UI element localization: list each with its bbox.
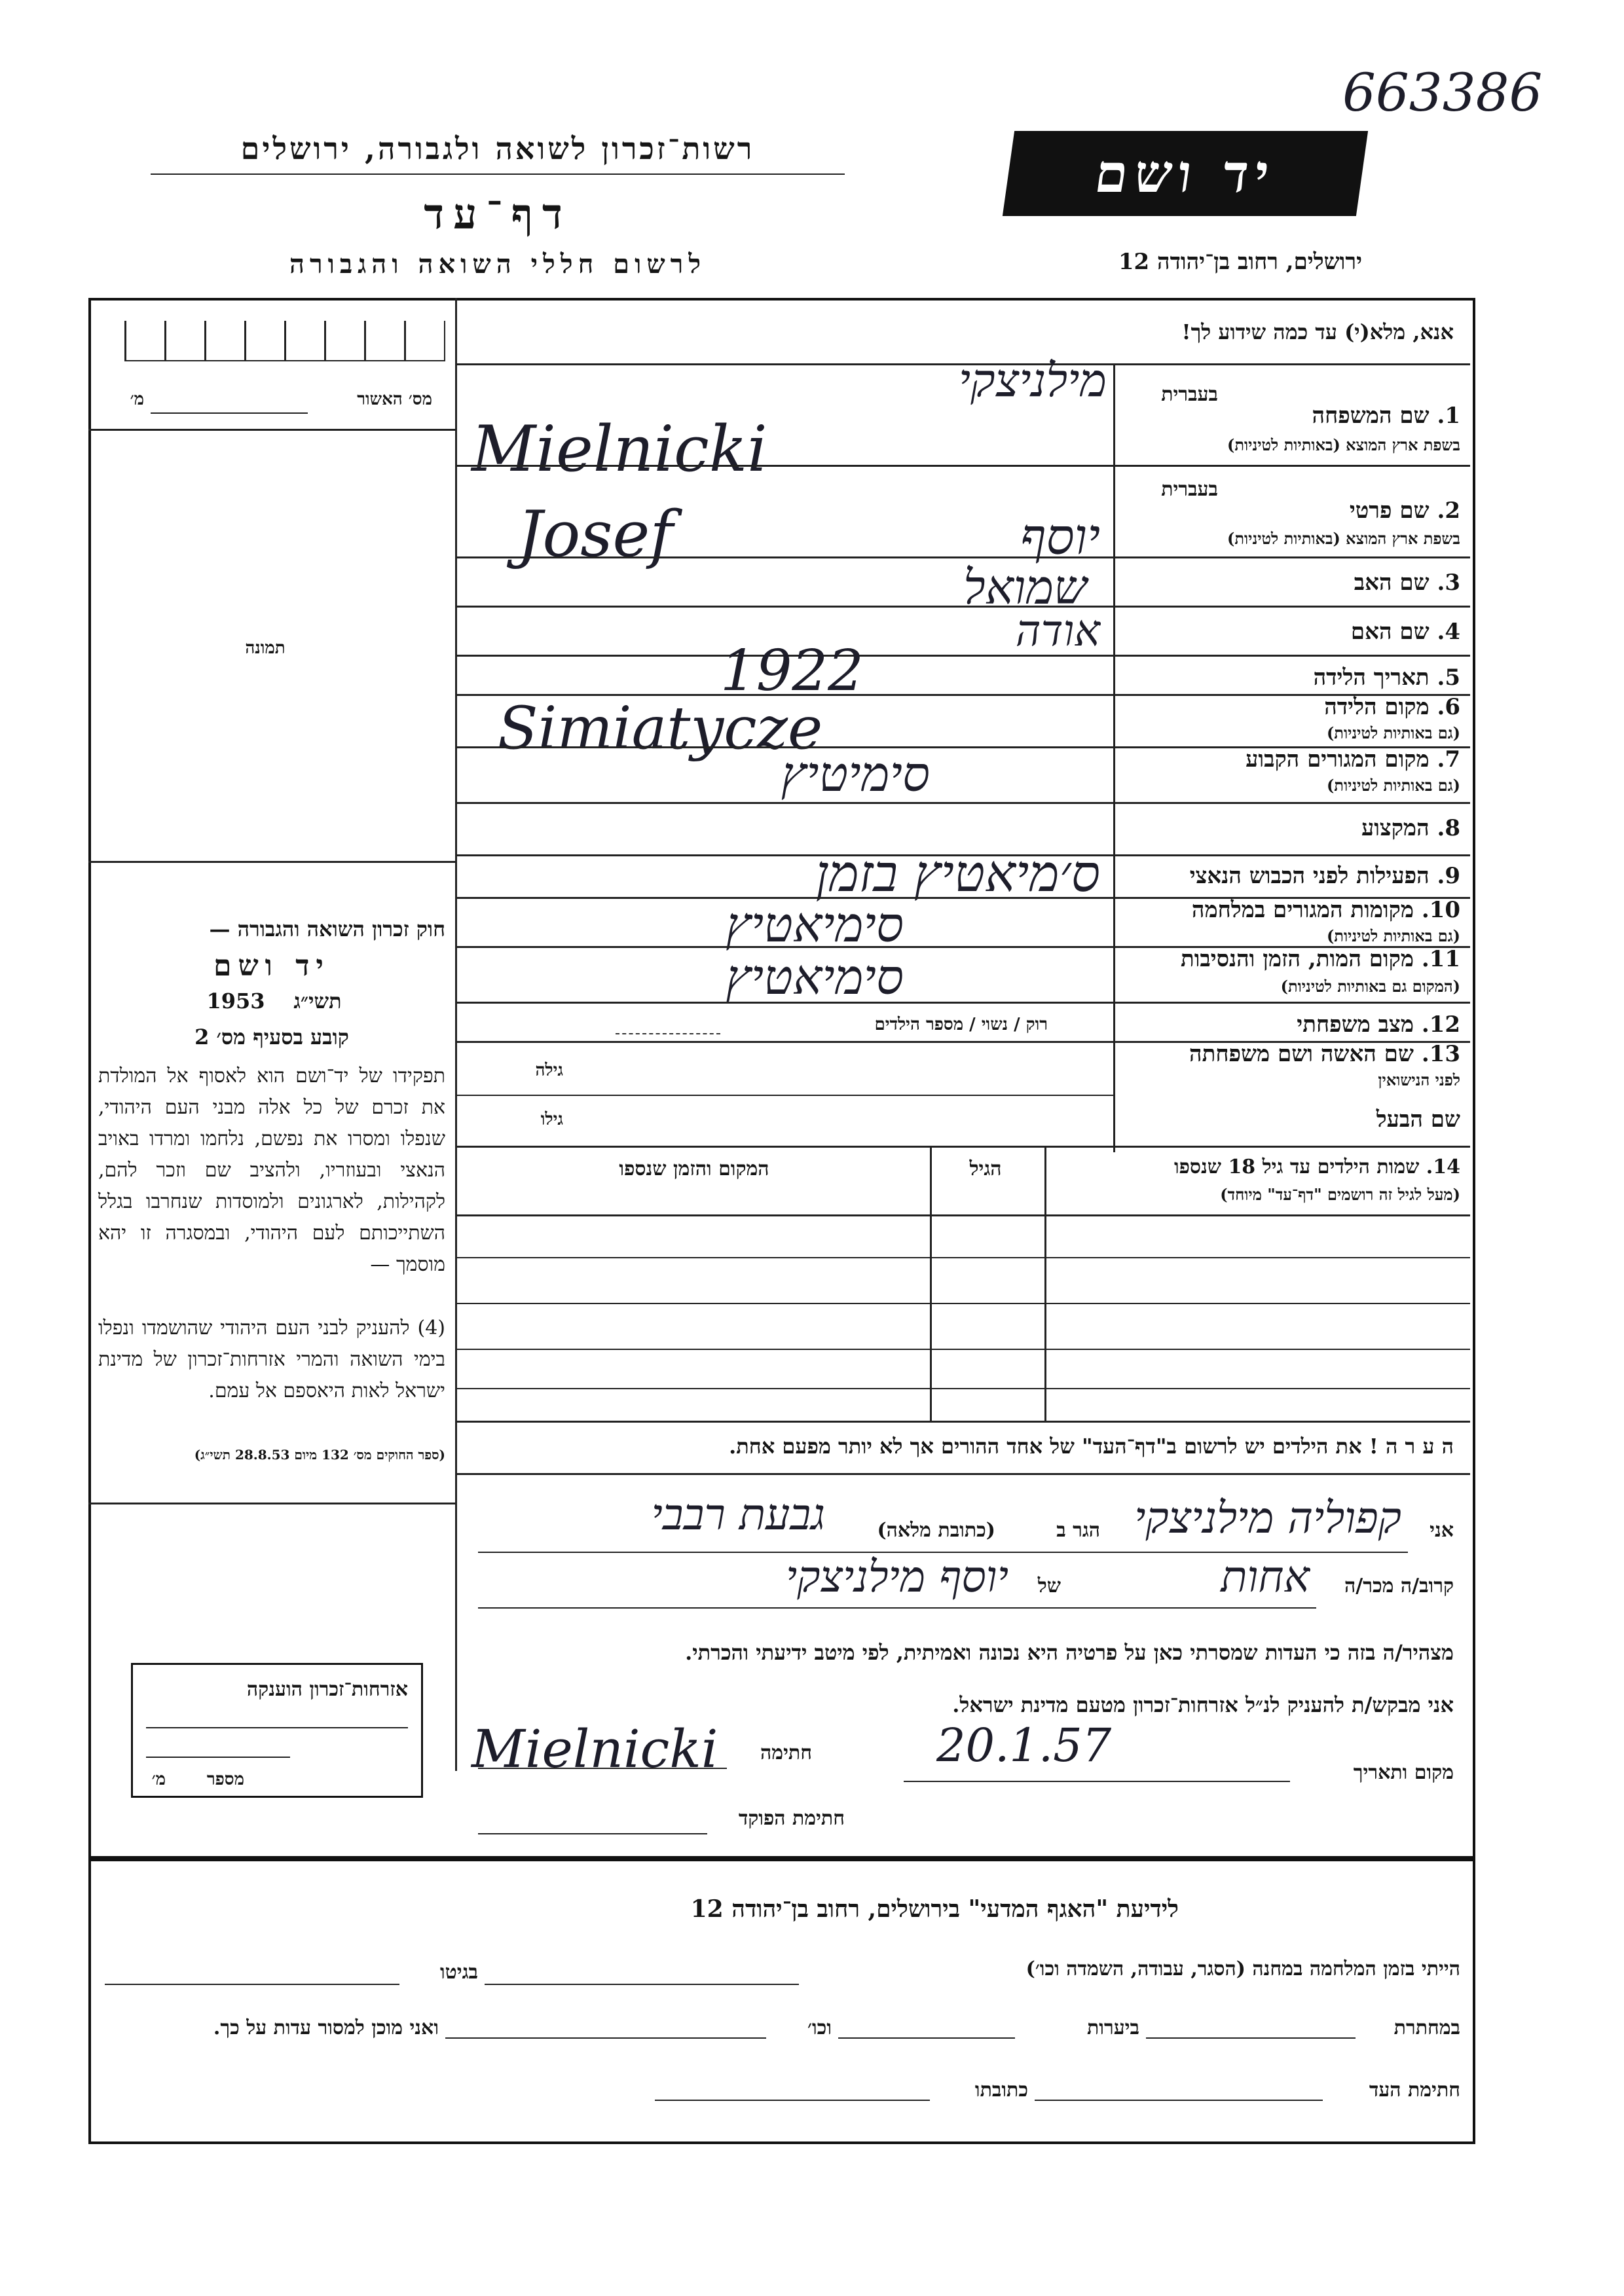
bottom-line-2-mid2: וכו׳ [807, 2016, 832, 2039]
declaration-statement: מצהיר/ה בזה כי העדות שמסרתי כאן על פרטיה היא נכונה ואמיתית, לפי מיטב ידיעתי והכרתי. [685, 1640, 1454, 1665]
label-column-divider [1113, 363, 1115, 1149]
photo-label: תמונה [245, 638, 286, 658]
children-text: שמות הילדים עד גיל 18 שנספו [1173, 1156, 1420, 1178]
field-8-text: המקצוע [1361, 815, 1430, 841]
field-7-label [1126, 746, 1460, 773]
officer-label: חתימת הפוקד [738, 1807, 845, 1830]
field-11-text: מקום המות, הזמן והנסיבות [1180, 946, 1414, 972]
field-6-num: 6. [1437, 694, 1460, 720]
bottom-line-3-start: חתימת העד [1369, 2079, 1460, 2102]
address: ירושלים, רחוב בן־יהודה 12 [1118, 249, 1362, 275]
bottom-line-1-blank [485, 1984, 799, 1985]
field-9-value: ס׳מיאטיץ בזמן [815, 845, 1100, 903]
logo-text: יד ושם [1091, 142, 1280, 204]
bottom-line-2-blank-1 [1146, 2037, 1356, 2039]
declaration-request: אני מבקש/ת להעניק לנ״ל אזרחות־זכרון מטעם מדינת ישראל. [952, 1692, 1454, 1717]
row-line-4 [455, 655, 1470, 657]
children-label [1048, 1156, 1460, 1178]
field-5-value: 1922 [720, 638, 864, 704]
field-10-value: סימיאטיץ [726, 897, 904, 953]
citizenship-prefix: מ׳ [151, 1770, 166, 1789]
field-1-hebrew-tag: בעברית [1161, 383, 1218, 406]
declaration-i-label: אני [1430, 1519, 1454, 1542]
field-4-value: אודה [1015, 606, 1100, 656]
row-line-7 [455, 802, 1470, 804]
children-col-age: הגיל [969, 1157, 1002, 1180]
bottom-line-2-start: במחתרת [1393, 2016, 1460, 2039]
archive-number: 663386 [1342, 62, 1543, 123]
field-1-value: Mielnicki [471, 412, 767, 486]
children-header-line [455, 1214, 1470, 1216]
citizenship-title: אזרחות־זכרון הוענקה [246, 1678, 408, 1701]
row-line-13 [455, 1146, 1470, 1148]
law-text-2: (4) להעניק לבני העם היהודי שהושמדו ונפלו בימי השואה והמרי אזרחות־זכרון של מדינת ישראל לאות היאספם אל עמם. [98, 1317, 445, 1402]
children-sub: (מעל לגיל זה רושמים "דף־עד" מיוחד) [1220, 1185, 1460, 1204]
field-6-value: Simiatycze [498, 694, 823, 763]
approval-suffix: מ׳ [130, 390, 144, 409]
relation-value: אחות [1221, 1552, 1310, 1602]
institution-underline [151, 173, 845, 175]
field-6-label [1126, 694, 1460, 720]
field-5-label [1126, 665, 1460, 691]
field-13-text: שם האשה ושם משפחתה [1189, 1041, 1414, 1067]
field-11-value: סימיאטיץ [726, 949, 904, 1006]
field-2-value: Josef [517, 498, 673, 571]
marital-children-line [616, 1033, 720, 1034]
signature-line [478, 1768, 727, 1769]
field-11-label [1126, 946, 1460, 972]
children-row-4 [455, 1388, 1470, 1389]
approval-sep [88, 429, 455, 431]
field-3-text: שם האב [1354, 570, 1430, 596]
field-2-sub: בשפת ארץ המוצא (באותיות לטיניות) [1227, 529, 1460, 548]
field-2-text: שם פרטי [1349, 498, 1430, 524]
declaration-address-label: (כתובת מלאה) [877, 1519, 995, 1542]
field-2-hebrew-tag: בעברית [1161, 478, 1218, 501]
bottom-line-3-blank-1 [1035, 2100, 1323, 2101]
field-7-sub: (גם באותיות לטיניות) [1326, 776, 1460, 795]
photo-sep [88, 861, 455, 863]
field-2-num: 2. [1437, 498, 1460, 524]
field-4-label [1126, 619, 1460, 645]
bottom-line-2-blank-3 [445, 2037, 766, 2039]
law-title: חוק זכרון השואה והגבורה — [209, 917, 445, 941]
law-name: יד ושם [213, 949, 330, 983]
law-sep [88, 1503, 455, 1504]
children-bottom-line [455, 1421, 1470, 1423]
field-11-num: 11. [1421, 946, 1460, 972]
left-column-divider [455, 298, 457, 1771]
field-8-num: 8. [1437, 815, 1460, 841]
age-label-wife: גילה [535, 1061, 563, 1080]
field-2-hebrew-value: יוסף [1020, 507, 1100, 566]
husband-label: שם הבעל [1376, 1106, 1460, 1133]
field-10-sub: (גם באותיות לטיניות) [1326, 926, 1460, 945]
signature-value: Mielnicki [471, 1719, 718, 1779]
row-line-1 [455, 465, 1470, 467]
declaration-line-2 [478, 1607, 1316, 1609]
row-line-2 [455, 556, 1470, 558]
field-8-label [1126, 815, 1460, 841]
form-title: דף־עד [424, 190, 572, 239]
officer-line [478, 1833, 707, 1834]
field-10-label [1126, 897, 1460, 923]
field-13-label [1126, 1041, 1460, 1067]
of-label: של [1037, 1575, 1061, 1597]
field-7-num: 7. [1437, 746, 1460, 773]
date-value: 20.1.57 [936, 1719, 1112, 1772]
field-13-sub: לפני הנישואין [1378, 1070, 1460, 1089]
citizenship-number-label: מספר [206, 1770, 244, 1789]
bottom-line-3-blank-2 [655, 2100, 930, 2101]
form-subtitle: לרשום חללי השואה והגבורה [289, 249, 707, 280]
bottom-line-2-mid: ביערות [1086, 2016, 1139, 2039]
citizenship-line-1 [146, 1727, 408, 1728]
children-col-divider-1 [1044, 1146, 1046, 1421]
signature-label: חתימה [760, 1741, 812, 1764]
approval-ticks [124, 321, 445, 361]
approval-line [151, 412, 308, 414]
field-13-line [455, 1095, 1113, 1096]
of-name: יוסף מילניצקי [785, 1552, 1008, 1602]
field-10-num: 10. [1421, 897, 1460, 923]
marital-options: רוק / נשוי / מספר הילדים [874, 1015, 1048, 1034]
field-12-text: מצב משפחתי [1297, 1011, 1414, 1038]
field-9-text: הפעילות לפני הכבוש הנאצי [1189, 863, 1430, 889]
children-row-1 [455, 1257, 1470, 1258]
children-row-2 [455, 1303, 1470, 1304]
field-9-label [1126, 863, 1460, 889]
children-note: ה ע ר ה ! את הילדים יש לרשום ב"דף־העד" של אחד ההורים אך לא יותר מפעם אחת. [729, 1434, 1454, 1459]
bottom-line-1-blank-2 [105, 1984, 399, 1985]
declaration-name: קפוליה מילניצקי [1134, 1493, 1401, 1543]
age-label-husband: גילו [540, 1110, 563, 1129]
field-13-num: 13. [1421, 1041, 1460, 1067]
children-row-3 [455, 1349, 1470, 1350]
field-3-label [1126, 570, 1460, 596]
field-4-text: שם האם [1350, 619, 1430, 645]
bottom-line-2-end: ואני מוכן למסור עדות על כך. [213, 2016, 439, 2039]
law-year: 1953 [206, 989, 265, 1013]
declaration-resides: הגר ב [1056, 1519, 1100, 1542]
yad-vashem-logo [1003, 131, 1368, 216]
law-text: תפקידו של יד־ושם הוא לאסוף אל המולדת את זכרם של כל אלה מבני העם היהודי, שנפלו ומסרו את נפשם, נלחמו ומרדו באויב הנאצי ובעוזריו, ולהציב שם וזכר להם, לקהילות, לארגונים ולמוסדות שנחרבו בגלל השתייכותם לעם היהודי, ובמסגרה זו יהא מוסמך — [98, 1065, 445, 1276]
relative-label: קרוב/ה מכר/ה [1344, 1575, 1454, 1597]
field-1-num: 1. [1437, 403, 1460, 429]
field-5-text: תאריך הלידה [1313, 665, 1430, 691]
bottom-line-3-mid: כתובתו [974, 2079, 1028, 2102]
bottom-line-1-end: בגיטו [439, 1961, 478, 1984]
field-13-divider [1113, 1041, 1115, 1152]
law-year-hebrew: תשי״ג [293, 989, 342, 1013]
field-10-text: מקומות המגורים במלחמה [1191, 897, 1414, 923]
citizenship-box [131, 1663, 423, 1798]
date-line [904, 1781, 1290, 1782]
instructions: אנא, מלא(י) עד כמה שידוע לך! [1181, 319, 1454, 344]
field-7-value: סימיטיץ [781, 746, 930, 803]
field-3-num: 3. [1437, 570, 1460, 596]
institution-name: רשות־זכרון לשואה ולגבורה, ירושלים [240, 131, 755, 166]
field-4-num: 4. [1437, 619, 1460, 645]
law-clause: קובע בסעיף מס׳ 2 [194, 1025, 349, 1049]
field-6-sub: (גם באותיות לטיניות) [1326, 723, 1460, 742]
citizenship-line-2 [146, 1757, 290, 1758]
field-5-num: 5. [1437, 665, 1460, 691]
law-footnote: (ספר החוקים מס׳ 132 מיום 28.8.53 תשי״ג) [194, 1447, 445, 1463]
children-col-place: המקום והזמן שנספו [619, 1157, 769, 1180]
children-num: 14. [1426, 1156, 1460, 1178]
field-11-sub: (המקום גם באותיות לטיניות) [1280, 977, 1460, 996]
field-12-num: 12. [1421, 1011, 1460, 1038]
note-line [455, 1473, 1470, 1475]
field-6-text: מקום הלידה [1324, 694, 1430, 720]
bottom-line-2-blank-2 [838, 2037, 1015, 2039]
field-1-text: שם המשפחה [1312, 403, 1430, 429]
field-1-label [1231, 403, 1460, 429]
field-1-hebrew-value: מילניצקי [958, 354, 1107, 407]
field-12-label [1126, 1011, 1460, 1038]
field-9-num: 9. [1437, 863, 1460, 889]
field-1-sub: בשפת ארץ המוצא (באותיות לטיניות) [1227, 435, 1460, 454]
bottom-line-1: הייתי בזמן המלחמה במחנה (הסגר, עבודה, השמדה וכו׳) [1025, 1958, 1460, 1980]
row-line-11 [455, 1002, 1470, 1004]
approval-label: מס׳ האשור [357, 390, 432, 409]
field-3-value: שמואל [963, 560, 1087, 615]
bottom-title: לידיעת "האגף המדעי" בירושלים, רחוב בן־יהודה 12 [690, 1895, 1179, 1923]
declaration-address: גבעת רבבי [651, 1489, 825, 1540]
field-7-text: מקום המגורים הקבוע [1246, 746, 1430, 773]
place-date-label: מקום ותאריך [1353, 1761, 1454, 1784]
children-col-divider-2 [930, 1146, 932, 1421]
field-2-label [1231, 498, 1460, 524]
